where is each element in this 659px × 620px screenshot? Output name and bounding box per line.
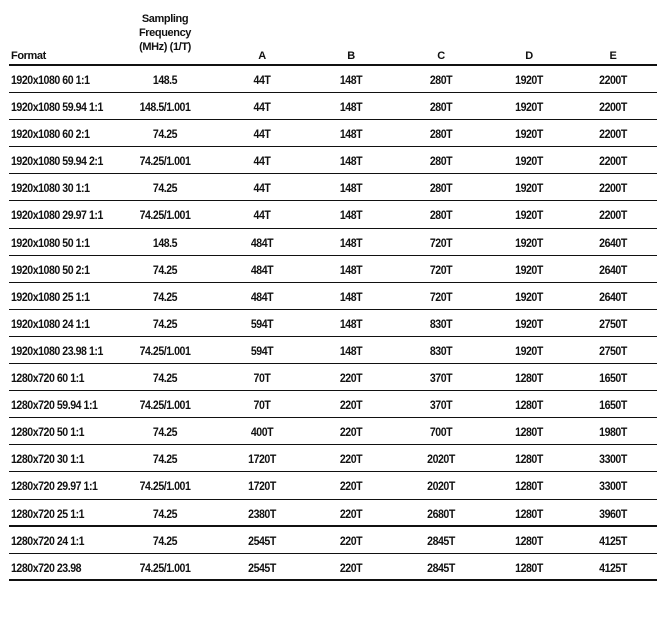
frequency-cell: 148.5/1.001 <box>139 102 191 115</box>
frequency-cell: 148.5 <box>152 237 178 250</box>
b-cell: 220T <box>339 562 363 575</box>
frequency-cell: 74.25 <box>152 129 178 142</box>
e-cell: 2640T <box>599 237 627 250</box>
c-cell: 700T <box>429 427 453 440</box>
e-cell: 2750T <box>599 318 627 331</box>
d-cell: 1280T <box>515 454 543 467</box>
b-cell: 148T <box>339 75 363 87</box>
d-cell: 1920T <box>515 291 543 304</box>
d-cell: 1280T <box>515 427 543 440</box>
header-format: Format <box>11 50 46 62</box>
d-cell: 1920T <box>515 183 543 196</box>
frequency-cell: 74.25 <box>152 318 178 331</box>
table-row <box>9 337 657 364</box>
d-cell: 1920T <box>515 237 543 250</box>
e-cell: 2200T <box>599 183 627 196</box>
e-cell: 2200T <box>599 129 627 142</box>
table-row <box>9 472 657 499</box>
a-cell: 1720T <box>248 481 276 494</box>
table-row <box>9 527 657 554</box>
e-cell: 2200T <box>599 102 627 115</box>
b-cell: 148T <box>339 129 363 142</box>
frequency-cell: 74.25/1.001 <box>139 562 191 575</box>
d-cell: 1920T <box>515 264 543 277</box>
frequency-cell: 74.25 <box>152 183 178 196</box>
format-cell: 1280x720 60 1:1 <box>11 373 85 386</box>
e-cell: 3300T <box>599 481 627 494</box>
format-cell: 1280x720 24 1:1 <box>11 535 85 548</box>
table-row <box>9 256 657 283</box>
header-frequency-line3: (MHz) (1/T) <box>139 41 191 53</box>
d-cell: 1280T <box>515 562 543 575</box>
e-cell: 2200T <box>599 75 627 87</box>
b-cell: 148T <box>339 237 363 250</box>
a-cell: 2545T <box>248 562 276 575</box>
e-cell: 2750T <box>599 345 627 358</box>
frequency-cell: 148.5 <box>152 75 178 87</box>
d-cell: 1280T <box>515 373 543 386</box>
c-cell: 370T <box>429 373 453 386</box>
format-cell: 1920x1080 60 1:1 <box>11 75 90 87</box>
a-cell: 44T <box>253 156 271 169</box>
table-row <box>9 201 657 228</box>
b-cell: 220T <box>339 481 363 494</box>
c-cell: 280T <box>429 156 453 169</box>
table-header <box>0 0 659 64</box>
a-cell: 594T <box>250 318 274 331</box>
format-cell: 1280x720 23.98 <box>11 562 82 575</box>
c-cell: 2020T <box>427 481 455 494</box>
b-cell: 148T <box>339 345 363 358</box>
table-row <box>9 120 657 147</box>
c-cell: 280T <box>429 102 453 115</box>
c-cell: 2845T <box>427 535 455 548</box>
d-cell: 1920T <box>515 210 543 223</box>
a-cell: 70T <box>253 400 271 413</box>
e-cell: 1980T <box>599 427 627 440</box>
table-row <box>9 364 657 391</box>
table-row <box>9 418 657 445</box>
format-cell: 1920x1080 25 1:1 <box>11 291 90 304</box>
header-e: E <box>609 50 617 62</box>
a-cell: 2545T <box>248 535 276 548</box>
b-cell: 220T <box>339 373 363 386</box>
b-cell: 220T <box>339 454 363 467</box>
e-cell: 3960T <box>599 508 627 521</box>
a-cell: 2380T <box>248 508 276 521</box>
c-cell: 720T <box>429 291 453 304</box>
b-cell: 148T <box>339 291 363 304</box>
format-cell: 1280x720 29.97 1:1 <box>11 481 98 494</box>
frequency-cell: 74.25 <box>152 373 178 386</box>
frequency-cell: 74.25 <box>152 454 178 467</box>
c-cell: 830T <box>429 345 453 358</box>
e-cell: 3300T <box>599 454 627 467</box>
format-cell: 1920x1080 50 2:1 <box>11 264 90 277</box>
table-row <box>9 174 657 201</box>
table-row <box>9 93 657 120</box>
table-row <box>9 283 657 310</box>
format-cell: 1920x1080 60 2:1 <box>11 129 90 142</box>
c-cell: 280T <box>429 210 453 223</box>
header-frequency-line2: Frequency <box>138 27 192 39</box>
b-cell: 148T <box>339 156 363 169</box>
b-cell: 220T <box>339 400 363 413</box>
format-cell: 1920x1080 29.97 1:1 <box>11 210 103 223</box>
b-cell: 220T <box>339 508 363 521</box>
format-cell: 1920x1080 24 1:1 <box>11 318 90 331</box>
frequency-cell: 74.25 <box>152 535 178 548</box>
table-row <box>9 500 657 527</box>
frequency-cell: 74.25 <box>152 427 178 440</box>
e-cell: 1650T <box>599 373 627 386</box>
frequency-cell: 74.25/1.001 <box>139 400 191 413</box>
a-cell: 44T <box>253 102 271 115</box>
table-row <box>9 554 657 581</box>
c-cell: 2845T <box>427 562 455 575</box>
d-cell: 1920T <box>515 102 543 115</box>
frequency-cell: 74.25 <box>152 264 178 277</box>
frequency-cell: 74.25 <box>152 508 178 521</box>
header-c: C <box>437 50 445 62</box>
table-row <box>9 147 657 174</box>
d-cell: 1920T <box>515 75 543 87</box>
format-cell: 1280x720 50 1:1 <box>11 427 85 440</box>
d-cell: 1920T <box>515 318 543 331</box>
d-cell: 1280T <box>515 535 543 548</box>
a-cell: 44T <box>253 129 271 142</box>
frequency-cell: 74.25/1.001 <box>139 210 191 223</box>
d-cell: 1280T <box>515 481 543 494</box>
table-row <box>9 310 657 337</box>
table-row <box>9 391 657 418</box>
e-cell: 2200T <box>599 156 627 169</box>
b-cell: 220T <box>339 427 363 440</box>
c-cell: 280T <box>429 129 453 142</box>
e-cell: 4125T <box>599 535 627 548</box>
d-cell: 1280T <box>515 400 543 413</box>
format-cell: 1920x1080 50 1:1 <box>11 237 90 250</box>
b-cell: 148T <box>339 210 363 223</box>
a-cell: 484T <box>250 291 274 304</box>
frequency-cell: 74.25/1.001 <box>139 156 191 169</box>
table-body <box>0 66 659 581</box>
format-cell: 1280x720 59.94 1:1 <box>11 400 98 413</box>
a-cell: 44T <box>253 183 271 196</box>
a-cell: 594T <box>250 345 274 358</box>
format-cell: 1280x720 25 1:1 <box>11 508 85 521</box>
format-cell: 1920x1080 59.94 1:1 <box>11 102 103 115</box>
table-row <box>9 445 657 472</box>
c-cell: 280T <box>429 183 453 196</box>
b-cell: 148T <box>339 102 363 115</box>
a-cell: 44T <box>253 210 271 223</box>
d-cell: 1920T <box>515 129 543 142</box>
table-row <box>9 66 657 93</box>
d-cell: 1920T <box>515 345 543 358</box>
e-cell: 1650T <box>599 400 627 413</box>
c-cell: 370T <box>429 400 453 413</box>
header-frequency-line1: Sampling <box>141 13 189 25</box>
c-cell: 2020T <box>427 454 455 467</box>
a-cell: 484T <box>250 264 274 277</box>
c-cell: 2680T <box>427 508 455 521</box>
e-cell: 4125T <box>599 562 627 575</box>
a-cell: 1720T <box>248 454 276 467</box>
a-cell: 70T <box>253 373 271 386</box>
header-sampling-frequency <box>125 12 205 54</box>
frequency-cell: 74.25/1.001 <box>139 481 191 494</box>
header-d: D <box>525 50 533 62</box>
format-cell: 1280x720 30 1:1 <box>11 454 85 467</box>
header-a: A <box>258 50 266 62</box>
format-cell: 1920x1080 23.98 1:1 <box>11 345 103 358</box>
c-cell: 720T <box>429 237 453 250</box>
c-cell: 280T <box>429 75 453 87</box>
header-b: B <box>347 50 355 62</box>
b-cell: 148T <box>339 183 363 196</box>
a-cell: 484T <box>250 237 274 250</box>
e-cell: 2200T <box>599 210 627 223</box>
d-cell: 1280T <box>515 508 543 521</box>
e-cell: 2640T <box>599 264 627 277</box>
table-row <box>9 229 657 256</box>
d-cell: 1920T <box>515 156 543 169</box>
c-cell: 720T <box>429 264 453 277</box>
format-cell: 1920x1080 59.94 2:1 <box>11 156 103 169</box>
a-cell: 44T <box>253 75 271 87</box>
e-cell: 2640T <box>599 291 627 304</box>
c-cell: 830T <box>429 318 453 331</box>
format-cell: 1920x1080 30 1:1 <box>11 183 90 196</box>
frequency-cell: 74.25 <box>152 291 178 304</box>
b-cell: 148T <box>339 318 363 331</box>
b-cell: 220T <box>339 535 363 548</box>
frequency-cell: 74.25/1.001 <box>139 345 191 358</box>
a-cell: 400T <box>250 427 274 440</box>
b-cell: 148T <box>339 264 363 277</box>
